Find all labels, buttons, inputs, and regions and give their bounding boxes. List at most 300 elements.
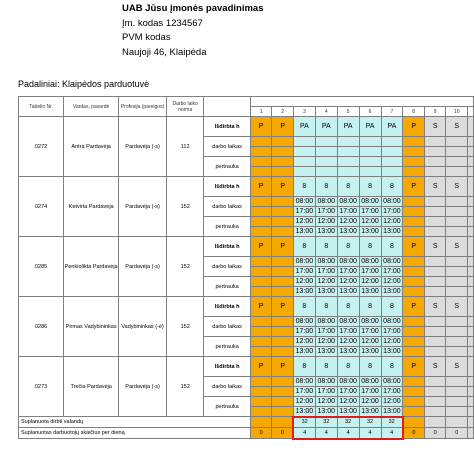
schedule-cell[interactable]: P xyxy=(250,237,272,257)
summary-cell xyxy=(446,417,468,428)
header-top-blank xyxy=(250,97,473,107)
schedule-cell[interactable]: 13:00 xyxy=(293,227,315,237)
schedule-cell[interactable]: 12:00 xyxy=(337,397,359,407)
summary-cell: 0 xyxy=(424,428,446,439)
schedule-cell[interactable] xyxy=(424,257,446,267)
row-label-isdirbta: Išdirbta h xyxy=(204,117,251,137)
schedule-cell[interactable] xyxy=(250,317,272,327)
schedule-cell[interactable]: 8 xyxy=(293,297,315,317)
schedule-cell[interactable] xyxy=(250,257,272,267)
schedule-cell[interactable]: 13:00 xyxy=(381,287,403,297)
schedule-cell[interactable] xyxy=(250,197,272,207)
day-header-5: 5 xyxy=(337,107,359,117)
schedule-cell[interactable] xyxy=(272,347,294,357)
day-header-7: 7 xyxy=(381,107,403,117)
overflow-cell xyxy=(468,377,474,387)
schedule-cell[interactable]: S xyxy=(446,357,468,377)
schedule-cell[interactable] xyxy=(446,137,468,147)
schedule-cell[interactable]: P xyxy=(403,297,425,317)
schedule-cell[interactable]: PA xyxy=(315,117,337,137)
schedule-cell[interactable]: 08:00 xyxy=(293,317,315,327)
day-header-overflow xyxy=(468,107,474,117)
schedule-cell[interactable]: 12:00 xyxy=(359,397,381,407)
schedule-cell[interactable] xyxy=(446,167,468,177)
schedule-cell[interactable] xyxy=(315,157,337,167)
company-name: UAB Jūsu įmonės pavadinimas xyxy=(122,3,264,14)
schedule-cell[interactable] xyxy=(446,277,468,287)
schedule-cell[interactable] xyxy=(272,377,294,387)
schedule-cell[interactable] xyxy=(446,267,468,277)
schedule-cell[interactable] xyxy=(272,327,294,337)
schedule-cell[interactable]: 8 xyxy=(293,177,315,197)
schedule-cell[interactable] xyxy=(272,167,294,177)
schedule-cell[interactable] xyxy=(446,397,468,407)
employee-tabelio: 0274 xyxy=(19,177,64,237)
schedule-cell[interactable]: 12:00 xyxy=(293,217,315,227)
schedule-cell[interactable]: 12:00 xyxy=(381,397,403,407)
schedule-cell[interactable] xyxy=(250,157,272,167)
schedule-cell[interactable]: 8 xyxy=(359,237,381,257)
day-header-8: 8 xyxy=(403,107,425,117)
schedule-cell[interactable] xyxy=(272,257,294,267)
schedule-cell[interactable] xyxy=(381,147,403,157)
schedule-cell[interactable]: 12:00 xyxy=(359,337,381,347)
schedule-cell[interactable]: 13:00 xyxy=(359,287,381,297)
schedule-cell[interactable] xyxy=(381,167,403,177)
schedule-cell[interactable]: 13:00 xyxy=(293,287,315,297)
schedule-cell[interactable] xyxy=(446,157,468,167)
row-label-darbo: darbo laikas xyxy=(204,137,251,157)
schedule-cell[interactable] xyxy=(272,217,294,227)
summary-row-hours xyxy=(19,417,474,428)
schedule-cell[interactable] xyxy=(272,337,294,347)
schedule-cell[interactable] xyxy=(446,207,468,217)
schedule-cell[interactable]: 17:00 xyxy=(337,327,359,337)
schedule-cell[interactable] xyxy=(337,137,359,147)
schedule-cell[interactable]: 08:00 xyxy=(381,197,403,207)
schedule-cell[interactable] xyxy=(250,217,272,227)
schedule-cell[interactable] xyxy=(315,137,337,147)
schedule-cell[interactable]: 08:00 xyxy=(337,197,359,207)
schedule-cell[interactable] xyxy=(250,277,272,287)
schedule-cell[interactable]: 12:00 xyxy=(315,277,337,287)
schedule-cell[interactable] xyxy=(315,147,337,157)
company-address: Naujoji 46, Klaipėda xyxy=(122,46,207,58)
schedule-cell[interactable]: 8 xyxy=(381,237,403,257)
schedule-cell[interactable]: 17:00 xyxy=(293,267,315,277)
schedule-cell[interactable]: 17:00 xyxy=(293,207,315,217)
schedule-cell[interactable] xyxy=(403,157,425,167)
schedule-cell[interactable]: P xyxy=(272,177,294,197)
schedule-cell[interactable]: S xyxy=(424,177,446,197)
schedule-cell[interactable] xyxy=(272,317,294,327)
overflow-cell xyxy=(468,217,474,227)
schedule-cell[interactable]: 12:00 xyxy=(337,337,359,347)
schedule-cell[interactable] xyxy=(250,167,272,177)
schedule-cell[interactable]: 08:00 xyxy=(381,317,403,327)
schedule-cell[interactable]: 12:00 xyxy=(293,337,315,347)
schedule-cell[interactable] xyxy=(424,317,446,327)
schedule-cell[interactable]: 08:00 xyxy=(315,377,337,387)
schedule-cell[interactable]: S xyxy=(424,237,446,257)
schedule-cell[interactable]: 13:00 xyxy=(337,227,359,237)
schedule-cell[interactable]: 08:00 xyxy=(293,377,315,387)
schedule-cell[interactable]: 08:00 xyxy=(337,377,359,387)
schedule-cell[interactable]: 13:00 xyxy=(359,407,381,417)
schedule-cell[interactable]: 08:00 xyxy=(315,197,337,207)
summary-row-staff xyxy=(19,428,474,439)
summary-cell xyxy=(424,417,446,428)
day-header-6: 6 xyxy=(359,107,381,117)
schedule-cell[interactable] xyxy=(250,207,272,217)
schedule-cell[interactable]: 13:00 xyxy=(359,347,381,357)
schedule-cell[interactable]: 8 xyxy=(337,297,359,317)
schedule-cell[interactable]: 17:00 xyxy=(359,267,381,277)
schedule-cell[interactable]: 8 xyxy=(381,357,403,377)
schedule-cell[interactable] xyxy=(424,407,446,417)
schedule-cell[interactable] xyxy=(381,137,403,147)
schedule-cell[interactable]: 8 xyxy=(381,177,403,197)
schedule-cell[interactable]: 13:00 xyxy=(381,407,403,417)
schedule-cell[interactable]: 08:00 xyxy=(359,377,381,387)
schedule-cell[interactable] xyxy=(250,377,272,387)
table-row xyxy=(19,357,474,377)
schedule-cell[interactable] xyxy=(403,227,425,237)
schedule-cell[interactable]: 8 xyxy=(359,357,381,377)
schedule-cell[interactable]: 17:00 xyxy=(315,207,337,217)
schedule-cell[interactable] xyxy=(424,347,446,357)
schedule-cell[interactable] xyxy=(337,157,359,167)
department-title: Padaliniai: Klaipėdos parduotuvė xyxy=(18,79,150,89)
schedule-cell[interactable]: 12:00 xyxy=(381,277,403,287)
schedule-cell[interactable] xyxy=(424,287,446,297)
schedule-cell[interactable] xyxy=(293,137,315,147)
schedule-cell[interactable]: 12:00 xyxy=(359,217,381,227)
schedule-cell[interactable]: 17:00 xyxy=(337,387,359,397)
schedule-cell[interactable] xyxy=(424,147,446,157)
schedule-cell[interactable] xyxy=(446,337,468,347)
schedule-cell[interactable]: 08:00 xyxy=(359,317,381,327)
schedule-cell[interactable]: 8 xyxy=(315,177,337,197)
schedule-cell[interactable]: 17:00 xyxy=(337,267,359,277)
schedule-cell[interactable] xyxy=(359,137,381,147)
row-label-pertrauka: pertrauka xyxy=(204,277,251,297)
row-label-isdirbta: Išdirbta h xyxy=(204,237,251,257)
overflow-cell xyxy=(468,227,474,237)
schedule-cell[interactable] xyxy=(337,147,359,157)
schedule-cell[interactable]: 08:00 xyxy=(315,257,337,267)
schedule-cell[interactable]: 17:00 xyxy=(359,387,381,397)
schedule-cell[interactable]: 17:00 xyxy=(381,207,403,217)
day-header-1: 1 xyxy=(250,107,272,117)
schedule-cell[interactable] xyxy=(446,227,468,237)
schedule-cell[interactable]: S xyxy=(424,117,446,137)
schedule-cell[interactable] xyxy=(293,147,315,157)
schedule-cell[interactable] xyxy=(272,287,294,297)
schedule-cell[interactable] xyxy=(446,317,468,327)
schedule-cell[interactable] xyxy=(403,397,425,407)
schedule-cell[interactable]: P xyxy=(403,177,425,197)
schedule-cell[interactable]: 08:00 xyxy=(315,317,337,327)
schedule-cell[interactable]: 17:00 xyxy=(315,387,337,397)
schedule-cell[interactable] xyxy=(272,397,294,407)
overflow-cell xyxy=(468,157,474,167)
schedule-cell[interactable] xyxy=(424,377,446,387)
schedule-cell[interactable]: 8 xyxy=(337,357,359,377)
schedule-cell[interactable]: P xyxy=(403,357,425,377)
schedule-cell[interactable] xyxy=(250,327,272,337)
schedule-cell[interactable]: P xyxy=(272,117,294,137)
schedule-cell[interactable]: P xyxy=(272,357,294,377)
schedule-cell[interactable]: S xyxy=(446,177,468,197)
schedule-cell[interactable] xyxy=(446,377,468,387)
overflow-cell xyxy=(468,327,474,337)
schedule-cell[interactable]: 13:00 xyxy=(381,347,403,357)
schedule-cell[interactable]: 13:00 xyxy=(315,407,337,417)
employee-norma: 152 xyxy=(167,177,204,237)
schedule-cell[interactable] xyxy=(403,327,425,337)
schedule-cell[interactable] xyxy=(250,147,272,157)
schedule-cell[interactable]: P xyxy=(250,117,272,137)
schedule-cell[interactable]: 12:00 xyxy=(315,337,337,347)
schedule-cell[interactable] xyxy=(403,277,425,287)
schedule-cell[interactable] xyxy=(424,137,446,147)
schedule-cell[interactable] xyxy=(272,157,294,167)
schedule-cell[interactable]: 17:00 xyxy=(359,327,381,337)
schedule-cell[interactable] xyxy=(403,337,425,347)
schedule-cell[interactable] xyxy=(250,337,272,347)
schedule-cell[interactable]: 13:00 xyxy=(359,227,381,237)
schedule-cell[interactable] xyxy=(272,407,294,417)
schedule-cell[interactable]: 13:00 xyxy=(293,407,315,417)
schedule-cell[interactable] xyxy=(272,147,294,157)
schedule-cell[interactable] xyxy=(446,147,468,157)
schedule-cell[interactable] xyxy=(446,197,468,207)
schedule-cell[interactable]: P xyxy=(272,237,294,257)
schedule-cell[interactable]: 13:00 xyxy=(337,287,359,297)
schedule-cell[interactable] xyxy=(446,287,468,297)
schedule-cell[interactable] xyxy=(250,287,272,297)
schedule-cell[interactable]: 8 xyxy=(359,177,381,197)
overflow-cell xyxy=(468,357,474,377)
schedule-cell[interactable] xyxy=(250,227,272,237)
schedule-cell[interactable]: 08:00 xyxy=(293,197,315,207)
schedule-cell[interactable] xyxy=(250,137,272,147)
schedule-cell[interactable]: 8 xyxy=(315,357,337,377)
schedule-cell[interactable]: 13:00 xyxy=(337,347,359,357)
schedule-cell[interactable]: 17:00 xyxy=(293,387,315,397)
schedule-cell[interactable]: 17:00 xyxy=(315,327,337,337)
schedule-cell[interactable] xyxy=(403,207,425,217)
schedule-cell[interactable]: 8 xyxy=(381,297,403,317)
schedule-cell[interactable]: 17:00 xyxy=(381,267,403,277)
schedule-cell[interactable] xyxy=(250,397,272,407)
schedule-cell[interactable] xyxy=(424,157,446,167)
summary-cell: 0 xyxy=(446,428,468,439)
schedule-cell[interactable] xyxy=(403,197,425,207)
schedule-cell[interactable]: P xyxy=(250,357,272,377)
schedule-cell[interactable]: 17:00 xyxy=(381,387,403,397)
schedule-cell[interactable]: 08:00 xyxy=(337,257,359,267)
schedule-cell[interactable] xyxy=(446,387,468,397)
schedule-cell[interactable] xyxy=(424,227,446,237)
schedule-cell[interactable] xyxy=(315,167,337,177)
schedule-cell[interactable] xyxy=(424,167,446,177)
schedule-cell[interactable] xyxy=(359,157,381,167)
schedule-cell[interactable]: 12:00 xyxy=(381,217,403,227)
table-row xyxy=(19,117,474,137)
schedule-cell[interactable]: S xyxy=(446,117,468,137)
overflow-cell xyxy=(468,257,474,267)
overflow-cell xyxy=(468,167,474,177)
schedule-cell[interactable]: 12:00 xyxy=(315,217,337,227)
schedule-cell[interactable] xyxy=(272,387,294,397)
schedule-cell[interactable] xyxy=(250,407,272,417)
overflow-cell xyxy=(468,347,474,357)
summary-cell: 32 xyxy=(293,417,315,428)
schedule-cell[interactable]: 08:00 xyxy=(293,257,315,267)
schedule-cell[interactable] xyxy=(424,387,446,397)
schedule-cell[interactable] xyxy=(424,197,446,207)
schedule-cell[interactable] xyxy=(272,267,294,277)
schedule-cell[interactable] xyxy=(403,267,425,277)
schedule-cell[interactable]: 17:00 xyxy=(337,207,359,217)
schedule-cell[interactable] xyxy=(424,337,446,347)
schedule-cell[interactable]: 17:00 xyxy=(315,267,337,277)
schedule-cell[interactable] xyxy=(424,397,446,407)
schedule-cell[interactable] xyxy=(272,227,294,237)
schedule-cell[interactable]: 13:00 xyxy=(315,227,337,237)
schedule-cell[interactable]: S xyxy=(446,297,468,317)
overflow-cell xyxy=(468,207,474,217)
schedule-cell[interactable]: PA xyxy=(381,117,403,137)
day-header-10: 10 xyxy=(446,107,468,117)
schedule-cell[interactable] xyxy=(359,147,381,157)
schedule-cell[interactable]: 17:00 xyxy=(293,327,315,337)
schedule-cell[interactable] xyxy=(381,157,403,167)
schedule-cell[interactable] xyxy=(250,267,272,277)
schedule-cell[interactable]: 8 xyxy=(337,237,359,257)
schedule-cell[interactable]: 13:00 xyxy=(381,227,403,237)
schedule-cell[interactable]: 12:00 xyxy=(381,337,403,347)
schedule-cell[interactable]: 08:00 xyxy=(381,377,403,387)
schedule-cell[interactable]: 8 xyxy=(315,297,337,317)
schedule-cell[interactable] xyxy=(403,347,425,357)
schedule-cell[interactable]: 08:00 xyxy=(359,257,381,267)
schedule-cell[interactable] xyxy=(403,317,425,327)
schedule-cell[interactable] xyxy=(272,207,294,217)
schedule-cell[interactable]: P xyxy=(250,297,272,317)
overflow-cell xyxy=(468,407,474,417)
table-row xyxy=(19,237,474,257)
schedule-cell[interactable]: 8 xyxy=(293,357,315,377)
schedule-cell[interactable]: 13:00 xyxy=(337,407,359,417)
schedule-cell[interactable]: 13:00 xyxy=(293,347,315,357)
header-vardas: Vardas, pavardė xyxy=(64,97,119,117)
schedule-cell[interactable]: 8 xyxy=(337,177,359,197)
schedule-cell[interactable]: PA xyxy=(337,117,359,137)
schedule-cell[interactable] xyxy=(446,217,468,227)
schedule-cell[interactable]: 13:00 xyxy=(315,287,337,297)
schedule-cell[interactable] xyxy=(403,137,425,147)
schedule-cell[interactable] xyxy=(272,277,294,287)
schedule-cell[interactable]: 12:00 xyxy=(293,397,315,407)
schedule-cell[interactable] xyxy=(403,147,425,157)
schedule-cell[interactable] xyxy=(403,167,425,177)
schedule-cell[interactable] xyxy=(359,167,381,177)
overflow-cell xyxy=(468,197,474,207)
schedule-cell[interactable] xyxy=(272,137,294,147)
header-profesija: Profesija (pareigos) xyxy=(119,97,167,117)
schedule-cell[interactable]: 08:00 xyxy=(381,257,403,267)
schedule-cell[interactable] xyxy=(424,277,446,287)
schedule-cell[interactable]: 8 xyxy=(293,237,315,257)
schedule-cell[interactable]: 8 xyxy=(359,297,381,317)
schedule-cell[interactable] xyxy=(424,217,446,227)
schedule-cell[interactable] xyxy=(424,267,446,277)
schedule-cell[interactable]: P xyxy=(403,117,425,137)
schedule-cell[interactable] xyxy=(403,377,425,387)
schedule-cell[interactable] xyxy=(403,407,425,417)
schedule-cell[interactable]: 08:00 xyxy=(337,317,359,327)
schedule-cell[interactable] xyxy=(403,257,425,267)
header-tabelio: Tabelio Nr. xyxy=(19,97,64,117)
schedule-cell[interactable] xyxy=(403,287,425,297)
schedule-cell[interactable]: 13:00 xyxy=(315,347,337,357)
schedule-cell[interactable]: 12:00 xyxy=(359,277,381,287)
schedule-cell[interactable]: P xyxy=(403,237,425,257)
schedule-cell[interactable] xyxy=(337,167,359,177)
schedule-cell[interactable] xyxy=(403,387,425,397)
overflow-cell xyxy=(468,147,474,157)
schedule-cell[interactable] xyxy=(446,347,468,357)
schedule-cell[interactable]: 12:00 xyxy=(293,277,315,287)
schedule-cell[interactable]: 12:00 xyxy=(337,277,359,287)
summary-label-hours: Suplanuota dirbti valandų xyxy=(19,417,251,428)
schedule-cell[interactable]: PA xyxy=(359,117,381,137)
schedule-cell[interactable]: 12:00 xyxy=(337,217,359,227)
schedule-cell[interactable] xyxy=(403,217,425,227)
row-label-isdirbta: Išdirbta h xyxy=(204,357,251,377)
schedule-cell[interactable]: S xyxy=(446,237,468,257)
employee-norma: 152 xyxy=(167,357,204,417)
schedule-cell[interactable]: S xyxy=(424,357,446,377)
schedule-cell[interactable] xyxy=(424,327,446,337)
schedule-cell[interactable]: P xyxy=(272,297,294,317)
schedule-cell[interactable] xyxy=(446,257,468,267)
schedule-cell[interactable] xyxy=(293,157,315,167)
employee-tabelio: 0272 xyxy=(19,117,64,177)
row-label-pertrauka: pertrauka xyxy=(204,157,251,177)
schedule-cell[interactable]: 17:00 xyxy=(359,207,381,217)
schedule-cell[interactable]: 08:00 xyxy=(359,197,381,207)
schedule-cell[interactable] xyxy=(293,167,315,177)
schedule-cell[interactable] xyxy=(250,387,272,397)
schedule-cell[interactable] xyxy=(446,407,468,417)
schedule-cell[interactable]: 17:00 xyxy=(381,327,403,337)
schedule-cell[interactable] xyxy=(272,197,294,207)
schedule-cell[interactable]: 12:00 xyxy=(315,397,337,407)
schedule-cell[interactable]: P xyxy=(250,177,272,197)
schedule-cell[interactable] xyxy=(250,347,272,357)
schedule-cell[interactable] xyxy=(446,327,468,337)
employee-norma: 152 xyxy=(167,297,204,357)
schedule-cell[interactable] xyxy=(424,207,446,217)
schedule-cell[interactable]: 8 xyxy=(315,237,337,257)
overflow-cell xyxy=(468,287,474,297)
schedule-cell[interactable]: PA xyxy=(293,117,315,137)
schedule-cell[interactable]: S xyxy=(424,297,446,317)
